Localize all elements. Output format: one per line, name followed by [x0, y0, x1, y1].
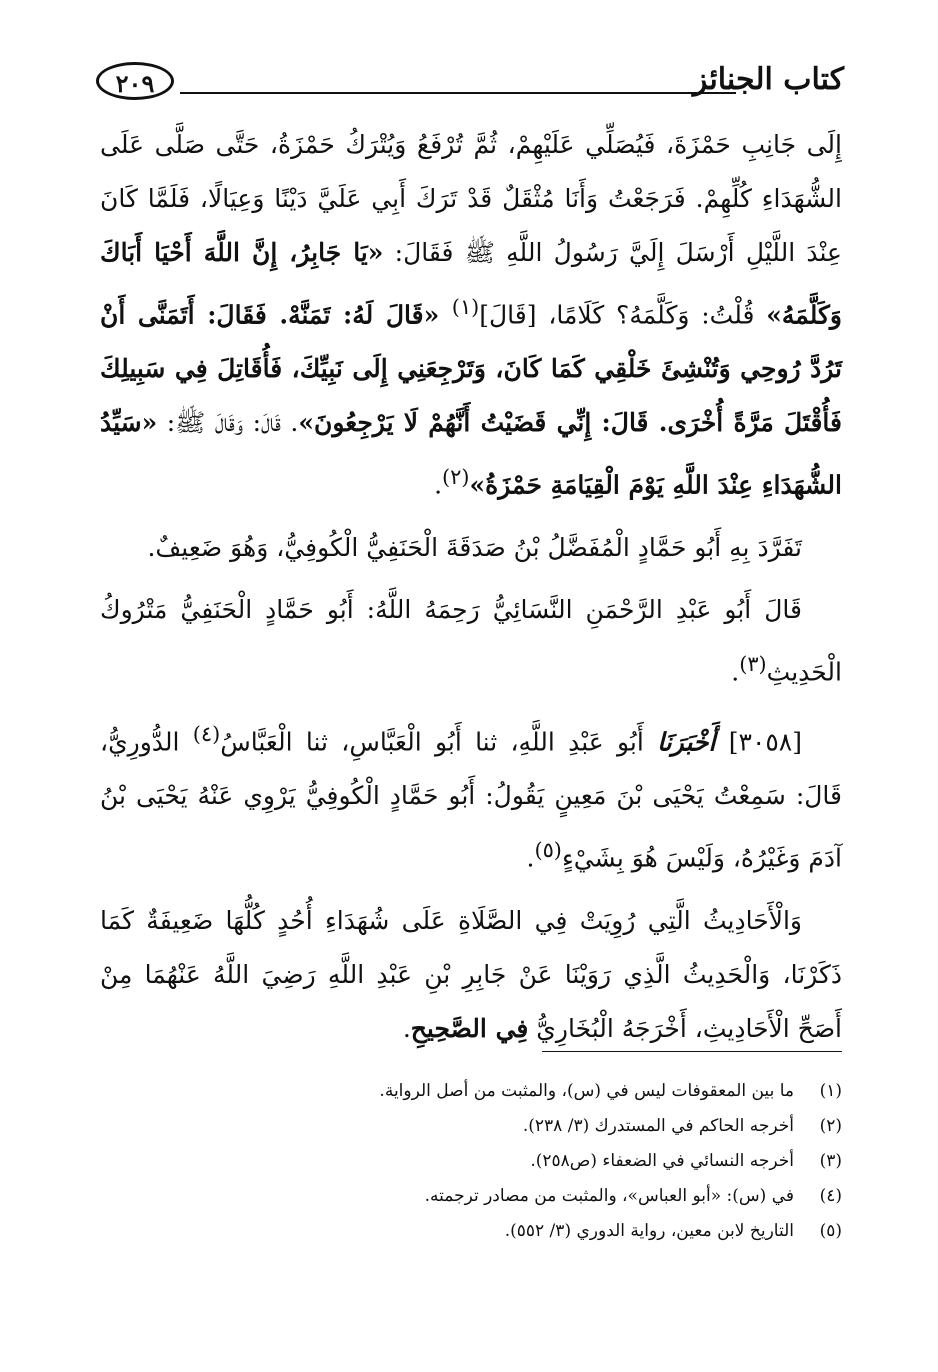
page-number: ٢٠٩: [96, 62, 174, 100]
paragraph-tafarrada: تَفَرَّدَ بِهِ أَبُو حَمَّادٍ الْمُفَضَّلُ بْنُ صَدَقَةَ الْحَنَفِيُّ الْكُوفِيُّ، وَهُوَ ضَعِيفٌ.: [147, 532, 802, 562]
footnote-item: [100, 1214, 842, 1249]
text-run: أَبُو عَبْدِ اللَّهِ، ثنا أَبُو الْعَبَّاسِ، ثنا الْعَبَّاسُ: [220, 727, 658, 757]
footnote-ref[interactable]: (٥): [534, 838, 562, 863]
paragraph-conclusion: [100, 894, 842, 1056]
footnote-text: ما بين المعقوفات ليس في (س)، والمثبت من أصل الرواية.: [379, 1081, 794, 1101]
footnote-text: أخرجه النسائي في الضعفاء (ص٢٥٨).: [530, 1151, 794, 1171]
text-run: قَالَ أَبُو عَبْدِ الرَّحْمَنِ النَّسَائِيُّ رَحِمَهُ اللَّهُ: أَبُو حَمَّادٍ الْحَنَفِيُّ مَتْرُوكُ الْحَدِيثِ: [100, 594, 842, 686]
footnote-text: التاريخ لابن معين، رواية الدوري (٣/ ٥٥٢).: [504, 1221, 794, 1241]
paragraph-hadith-continuation: [100, 118, 842, 513]
footnote-ref[interactable]: (٤): [192, 721, 221, 746]
footnote-item: [100, 1179, 842, 1214]
footnote-text: أخرجه الحاكم في المستدرك (٣/ ٢٣٨).: [522, 1116, 794, 1136]
paragraph-nasai: [100, 583, 842, 699]
footnote-number: (١): [819, 1081, 842, 1101]
footnote-item: [100, 1109, 842, 1144]
paragraph-hadith-3058: [100, 707, 842, 886]
text-run: قُلْتُ: وَكَلَّمَهُ؟ كَلَامًا، [قَالَ]: [479, 300, 767, 330]
footnote-number: (٣): [819, 1151, 842, 1171]
hadith-number: [٣٠٥٨]: [728, 727, 802, 757]
quote-run: «يَا جَابِرُ، إِنَّ اللَّهَ أَحْيَا أَبَاكَ وَكَلَّمَهُ»: [100, 238, 842, 330]
text-run: إِلَى جَانِبِ حَمْزَةَ، فَيُصَلِّي عَلَيْهِمْ، ثُمَّ تُرْفَعُ وَيُتْرَكُ حَمْزَةُ، حَتَّى صَلَّى عَلَى الشُّهَدَاءِ كُلِّهِمْ. فَرَجَعْتُ وَأَنَا مُثْقَلٌ قَدْ تَرَكَ أَبِي عَلَيَّ دَيْنًا وَعِيَالًا، فَلَمَّا كَانَ عِنْدَ اللَّيْلِ أَرْسَلَ إِلَيَّ رَسُولُ اللَّهِ ﷺ فَقَالَ:: [100, 130, 842, 267]
text-run: الدُّورِيُّ، قَالَ: سَمِعْتُ يَحْيَى بْنَ مَعِينٍ يَقُولُ: أَبُو حَمَّادٍ الْكُوفِيُّ يَرْوِي عَنْهُ يَحْيَى بْنُ آدَمَ وَغَيْرُهُ، وَلَيْسَ هُوَ بِشَيْءٍ: [100, 727, 842, 873]
text-run: وَالْأَحَادِيثُ الَّتِي رُوِيَتْ فِي الصَّلَاةِ عَلَى شُهَدَاءِ أُحُدٍ كُلُّهَا ضَعِيفَةٌ كَمَا ذَكَرْنَا، وَالْحَدِيثُ الَّذِي رَوَيْنَا عَنْ جَابِرِ بْنِ عَبْدِ اللَّهِ رَضِيَ اللَّهُ عَنْهُمَا مِنْ أَصَحِّ الْأَحَادِيثِ، أَخْرَجَهُ الْبُخَارِيُّ: [100, 905, 842, 1043]
footnote-separator: [542, 1051, 842, 1052]
footnote-ref[interactable]: (٢): [442, 465, 470, 490]
text-run: .: [526, 843, 535, 873]
text-run: .: [731, 656, 740, 686]
text-run: .: [434, 470, 443, 500]
footnote-ref[interactable]: (٣): [739, 651, 767, 676]
quote-run: «قَالَ لَهُ: تَمَنَّهْ. فَقَالَ: أَتَمَنَّى أَنْ تَرُدَّ رُوحِي وَتُنْشِئَ خَلْقِي كَمَا كَانَ، وَتَرْجِعَنِي إِلَى نَبِيِّكَ، فَأُقَاتِلَ فِي سَبِيلِكَ فَأُقْتَلَ مَرَّةً أُخْرَى. قَالَ: إِنِّي قَضَيْتُ أَنَّهُمْ لَا يَرْجِعُونَ»: [100, 300, 842, 438]
quote-run: «سَيِّدُ الشُّهَدَاءِ عِنْدَ اللَّهِ يَوْمَ الْقِيَامَةِ حَمْزَةُ»: [100, 408, 842, 500]
bold-run: فِي الصَّحِيحِ: [410, 1013, 529, 1043]
footnote-number: (٤): [819, 1186, 842, 1206]
footnote-text: في (س): «أبو العباس»، والمثبت من مصادر ترجمته.: [424, 1186, 794, 1206]
footnote-item: [100, 1074, 842, 1109]
text-run: .: [402, 1013, 411, 1043]
header-rule: [180, 92, 736, 94]
footnote-item: [100, 1144, 842, 1179]
text-run: . قَالَ: وَقَالَ ﷺ:: [157, 408, 299, 438]
main-text: [100, 118, 842, 1064]
page-header: [96, 56, 844, 116]
footnote-number: (٥): [819, 1221, 842, 1241]
book-title: كتاب الجنائز: [692, 62, 844, 97]
footnote-number: (٢): [819, 1116, 842, 1136]
footnotes: [100, 1074, 842, 1249]
footnote-ref[interactable]: (١): [451, 295, 480, 319]
keyword-akhbarana: أَخْبَرَنَا: [657, 727, 716, 757]
